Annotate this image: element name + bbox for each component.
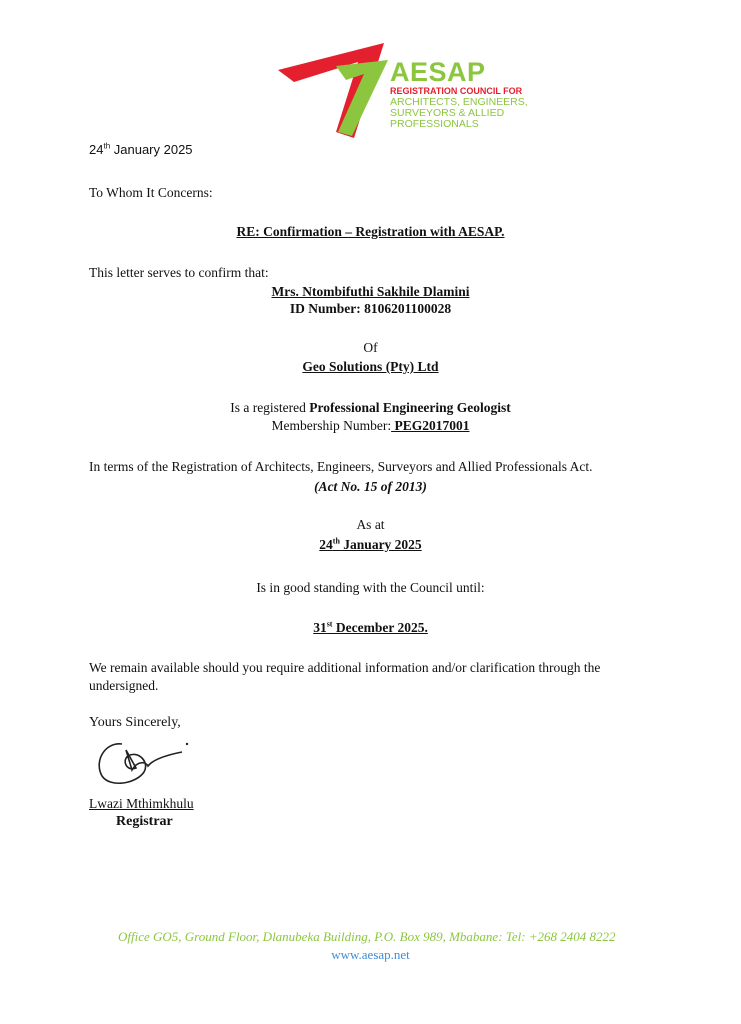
letter-date: 24th January 2025 bbox=[89, 141, 193, 157]
aesap-logo-mark-icon bbox=[276, 40, 391, 140]
subject-line: RE: Confirmation – Registration with AESAP. bbox=[236, 224, 505, 239]
as-at-label: As at bbox=[356, 517, 385, 532]
registration-line: Is a registered Professional Engineering Geologist bbox=[230, 400, 511, 415]
act-number: (Act No. 15 of 2013) bbox=[314, 479, 427, 494]
closing-paragraph-line-2: undersigned. bbox=[89, 678, 159, 693]
good-standing-line: Is in good standing with the Council until: bbox=[256, 580, 485, 595]
footer-address: Office GO5, Ground Floor, Dlanubeka Building, P.O. Box 989, Mbabane: Tel: +268 2404 8222 bbox=[118, 929, 616, 944]
intro-line: This letter serves to confirm that: bbox=[89, 265, 269, 280]
person-name: Mrs. Ntombifuthi Sakhile Dlamini bbox=[271, 284, 470, 299]
sign-off: Yours Sincerely, bbox=[89, 715, 181, 730]
expiry-date: 31st December 2025. bbox=[313, 619, 428, 635]
logo-name: AESAP bbox=[390, 57, 486, 87]
footer-website-link[interactable]: www.aesap.net bbox=[331, 947, 410, 962]
as-at-date: 24th January 2025 bbox=[319, 536, 422, 552]
company-name: Geo Solutions (Pty) Ltd bbox=[302, 359, 439, 374]
id-number: ID Number: 8106201100028 bbox=[289, 301, 452, 316]
closing-paragraph-line-1: We remain available should you require additional information and/or clarification through the bbox=[89, 660, 601, 675]
signature-icon bbox=[92, 732, 202, 792]
logo-line-3: SURVEYORS & ALLIED bbox=[390, 107, 505, 119]
act-line: In terms of the Registration of Architects, Engineers, Surveyors and Allied Professionals Act. bbox=[89, 459, 593, 474]
salutation: To Whom It Concerns: bbox=[89, 185, 213, 200]
membership-line: Membership Number: PEG2017001 bbox=[271, 418, 470, 433]
signatory-name: Lwazi Mthimkhulu bbox=[89, 796, 194, 811]
logo-line-2: ARCHITECTS, ENGINEERS, bbox=[390, 96, 528, 108]
logo-line-4: PROFESSIONALS bbox=[390, 118, 479, 130]
professional-title: Professional Engineering Geologist bbox=[309, 400, 511, 415]
membership-number: PEG2017001 bbox=[391, 418, 470, 433]
of-label: Of bbox=[363, 340, 378, 355]
logo-line-1: REGISTRATION COUNCIL FOR bbox=[390, 86, 523, 96]
signatory-title: Registrar bbox=[116, 814, 173, 829]
